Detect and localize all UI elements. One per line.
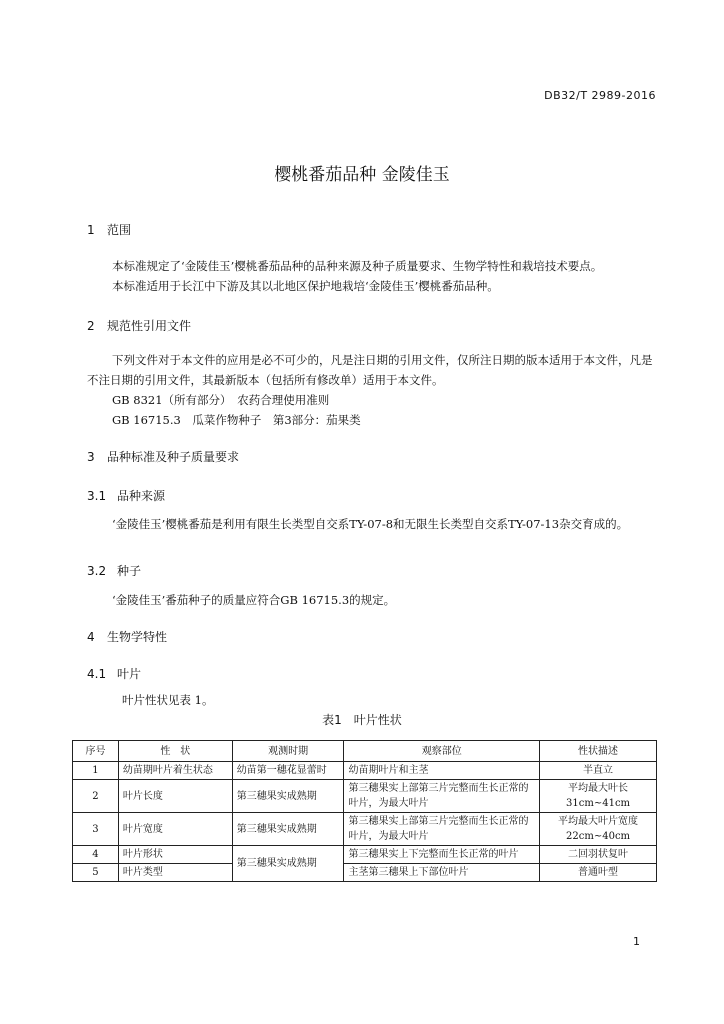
leaf-traits-table — [72, 740, 657, 882]
section-number: 3.2 — [87, 564, 107, 578]
cell-no: 1 — [73, 762, 119, 780]
cell-trait: 叶片形状 — [118, 846, 232, 864]
cell-position: 第三穗果实上部第三片完整而生长正常的叶片，为最大叶片 — [344, 813, 540, 846]
normative-reference-2: GB 16715.3 瓜菜作物种子 第3部分：茄果类 — [112, 413, 361, 427]
cell-no: 5 — [73, 864, 119, 882]
cell-period: 第三穗果实成熟期 — [232, 780, 344, 813]
cell-no: 2 — [73, 780, 119, 813]
column-header-period: 观测时期 — [232, 741, 344, 762]
table-row — [73, 846, 657, 864]
section-2-heading — [87, 317, 191, 334]
cell-description: 半直立 — [540, 762, 657, 780]
table-row — [73, 780, 657, 813]
cell-position: 第三穗果实上部第三片完整而生长正常的叶片，为最大叶片 — [344, 780, 540, 813]
section-4-1-heading — [87, 665, 141, 682]
section-title: 种子 — [117, 564, 142, 578]
normative-reference-1: GB 8321（所有部分） 农药合理使用准则 — [112, 393, 330, 407]
section-2-paragraph-1: 下列文件对于本文件的应用是必不可少的，凡是注日期的引用文件，仅所注日期的版本适用于本文件，凡是不注日期的引用文件，其最新版本（包括所有修改单）适用于本文件。 — [87, 353, 653, 387]
section-title: 叶片 — [117, 667, 142, 681]
section-number: 3.1 — [87, 489, 107, 503]
section-title: 规范性引用文件 — [107, 319, 192, 333]
section-number: 2 — [87, 319, 95, 333]
document-title: 樱桃番茄品种 金陵佳玉 — [274, 165, 450, 185]
table-row — [73, 762, 657, 780]
section-3-1-heading — [87, 487, 165, 504]
section-number: 4.1 — [87, 667, 107, 681]
cell-trait: 幼苗期叶片着生状态 — [118, 762, 232, 780]
cell-description: 平均最大叶片宽度 22cm~40cm — [540, 813, 657, 846]
section-4-1-paragraph: 叶片性状见表 1。 — [122, 693, 214, 707]
cell-period: 第三穗果实成熟期 — [232, 846, 344, 882]
section-1-paragraph-2: 本标准适用于长江中下游及其以北地区保护地栽培‘金陵佳玉’樱桃番茄品种。 — [112, 279, 499, 293]
table-caption: 表1 叶片性状 — [322, 713, 402, 727]
table-row — [73, 813, 657, 846]
cell-position: 幼苗期叶片和主茎 — [344, 762, 540, 780]
section-number: 3 — [87, 450, 95, 464]
cell-trait: 叶片宽度 — [118, 813, 232, 846]
section-title: 生物学特性 — [107, 630, 168, 644]
section-1-paragraph-1: 本标准规定了‘金陵佳玉’樱桃番茄品种的品种来源及种子质量要求、生物学特性和栽培技术要点。 — [112, 259, 603, 273]
cell-no: 3 — [73, 813, 119, 846]
section-4-heading — [87, 628, 167, 645]
section-3-2-heading — [87, 562, 141, 579]
section-3-heading — [87, 448, 239, 465]
section-1-heading — [87, 221, 131, 238]
page-number: 1 — [633, 935, 640, 948]
column-header-trait: 性 状 — [118, 741, 232, 762]
cell-description: 二回羽状复叶 — [540, 846, 657, 864]
section-title: 品种来源 — [117, 489, 166, 503]
cell-position: 第三穗果实上下完整而生长正常的叶片 — [344, 846, 540, 864]
cell-description: 平均最大叶长 31cm~41cm — [540, 780, 657, 813]
cell-trait: 叶片类型 — [118, 864, 232, 882]
column-header-description: 性状描述 — [540, 741, 657, 762]
section-number: 1 — [87, 223, 95, 237]
section-title: 品种标准及种子质量要求 — [107, 450, 240, 464]
section-title: 范围 — [107, 223, 132, 237]
cell-trait: 叶片长度 — [118, 780, 232, 813]
table-row — [73, 864, 657, 882]
section-3-2-paragraph: ‘金陵佳玉’番茄种子的质量应符合GB 16715.3的规定。 — [112, 593, 396, 607]
column-header-position: 观察部位 — [344, 741, 540, 762]
document-code: DB32/T 2989-2016 — [544, 89, 656, 102]
cell-position: 主茎第三穗果上下部位叶片 — [344, 864, 540, 882]
table-header-row — [73, 741, 657, 762]
section-3-1-paragraph: ‘金陵佳玉’樱桃番茄是利用有限生长类型自交系TY-07-8和无限生长类型自交系TY-07-13杂交育成的。 — [112, 517, 629, 531]
cell-period: 第三穗果实成熟期 — [232, 813, 344, 846]
cell-period: 幼苗第一穗花显蕾时 — [232, 762, 344, 780]
cell-description: 普通叶型 — [540, 864, 657, 882]
cell-no: 4 — [73, 846, 119, 864]
section-number: 4 — [87, 630, 95, 644]
column-header-no: 序号 — [73, 741, 119, 762]
